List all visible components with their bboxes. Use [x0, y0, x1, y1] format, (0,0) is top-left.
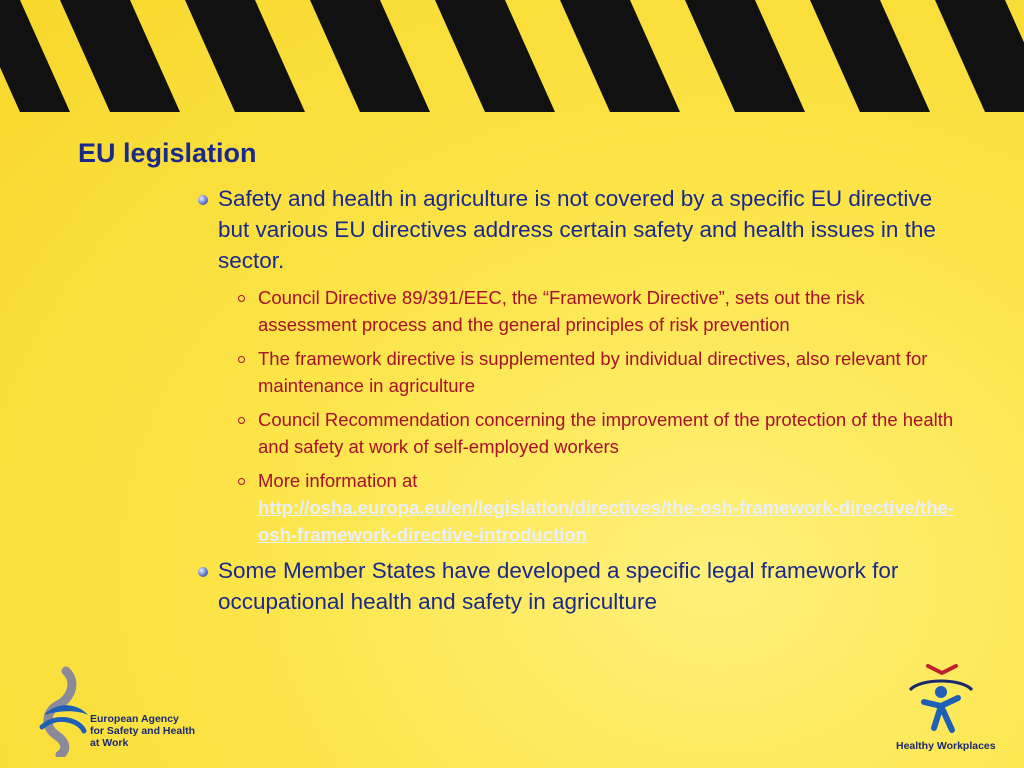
healthy-workplaces-logo-icon — [906, 662, 976, 738]
sub-bullet-point — [236, 284, 956, 338]
ring-bullet-icon — [238, 417, 245, 424]
slide-title: EU legislation — [78, 138, 257, 168]
bullet-sphere-icon — [198, 195, 208, 205]
ring-bullet-icon — [238, 356, 245, 363]
sub-bullet-point — [236, 345, 956, 399]
bullet-point — [196, 555, 956, 617]
more-info-link[interactable]: http://osha.europa.eu/en/legislation/directives/the-osh-framework-directive/the-osh-framework-directive-introduction — [258, 497, 954, 545]
sub-bullet-text: Council Recommendation concerning the improvement of the protection of the health and safety at work of self-employed workers — [258, 409, 954, 457]
sub-bullet-text: More information at — [258, 470, 418, 491]
hazard-stripes — [0, 0, 1024, 112]
bullet-text: Safety and health in agriculture is not covered by a specific EU directive but various EU directives address certain safety and health issues in the sector. — [218, 186, 936, 273]
healthy-workplaces-label: Healthy Workplaces — [896, 740, 996, 752]
ring-bullet-icon — [238, 295, 245, 302]
sub-bullet-point — [236, 467, 956, 548]
osha-agency-name: European Agency for Safety and Health at Work — [90, 713, 196, 749]
bullet-sphere-icon — [198, 567, 208, 577]
bullet-text: Some Member States have developed a specific legal framework for occupational health and safety in agriculture — [218, 558, 899, 614]
ring-bullet-icon — [238, 478, 245, 485]
bullet-point — [196, 183, 956, 276]
sub-bullet-text: Council Directive 89/391/EEC, the “Framework Directive”, sets out the risk assessment process and the general principles of risk prevention — [258, 287, 865, 335]
sub-bullet-text: The framework directive is supplemented by individual directives, also relevant for maintenance in agriculture — [258, 348, 928, 396]
slide-content — [196, 183, 956, 625]
sub-bullet-point — [236, 406, 956, 460]
